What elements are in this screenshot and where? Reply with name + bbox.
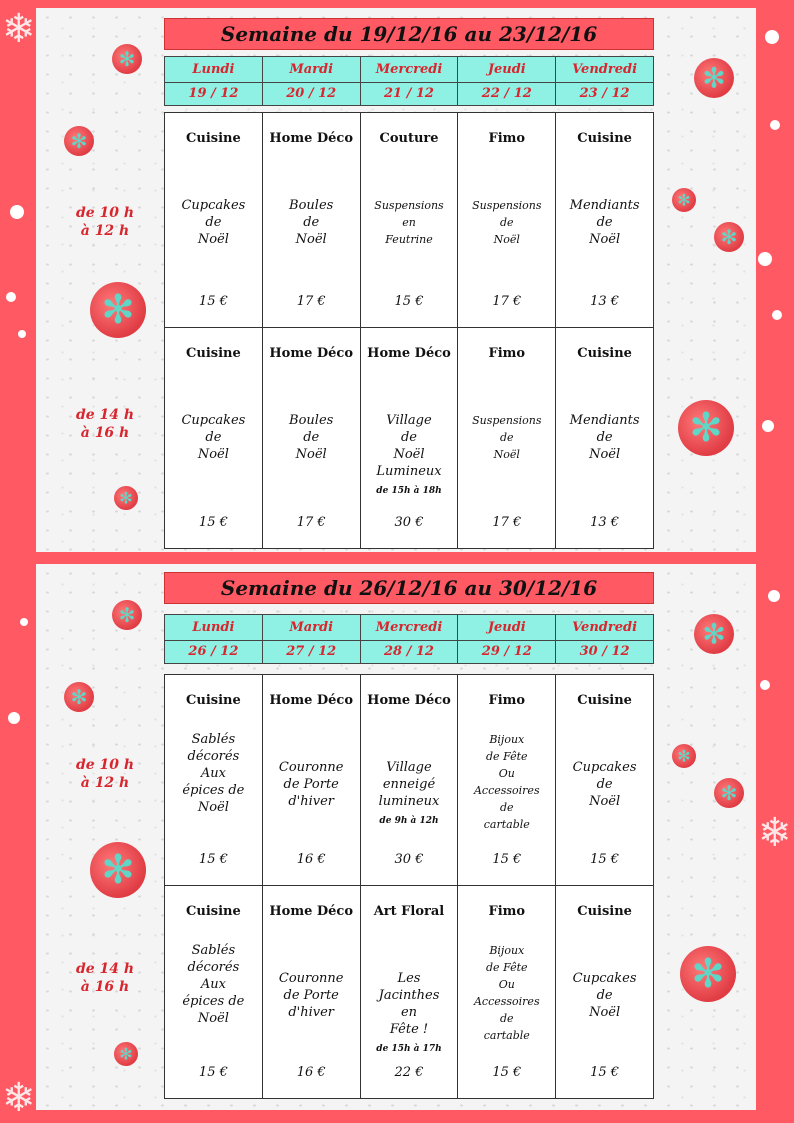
activity-name <box>167 412 260 463</box>
day-date: 30 / 12 <box>556 640 654 663</box>
activity-line: Noël <box>295 232 327 247</box>
ornament-icon <box>90 282 146 338</box>
activity-line: Jacinthes <box>378 988 440 1003</box>
activity-price: 17 € <box>296 515 326 530</box>
week-panel-1 <box>36 8 756 552</box>
activity-name <box>167 942 260 1027</box>
activity-line: Aux <box>200 977 226 992</box>
activity-price: 13 € <box>590 515 620 530</box>
activity-price: 15 € <box>590 852 620 867</box>
activity-line: Noël <box>589 447 621 462</box>
activity-category: Cuisine <box>186 904 241 919</box>
activity-category: Fimo <box>488 693 526 708</box>
ornament-icon <box>90 842 146 898</box>
schedule-cell <box>556 886 654 1099</box>
activity-category: Home Déco <box>367 693 451 708</box>
activity-line: Cupcakes <box>181 413 246 428</box>
ornament-icon <box>64 682 94 712</box>
day-date: 27 / 12 <box>262 640 360 663</box>
activity-line: Sablés <box>191 943 236 958</box>
day-date: 21 / 12 <box>360 82 458 105</box>
ornament-icon <box>672 188 696 212</box>
activity-price: 30 € <box>394 515 424 530</box>
activity-line: d'hiver <box>288 794 335 809</box>
cell-content <box>458 886 555 1098</box>
activity-line: Noël <box>493 448 520 461</box>
activity-price: 22 € <box>394 1065 424 1080</box>
activity-line: Suspensions <box>472 414 542 427</box>
activity-price: 16 € <box>296 852 326 867</box>
snow-dot <box>18 330 26 338</box>
activity-line: de <box>303 215 320 230</box>
cell-content <box>556 886 653 1098</box>
activity-category: Cuisine <box>186 346 241 361</box>
activity-line: d'hiver <box>288 1005 335 1020</box>
activity-line: épices de <box>182 994 245 1009</box>
activity-name <box>363 197 456 248</box>
activity-category: Cuisine <box>577 904 632 919</box>
snowflake-icon: ❄ <box>758 810 792 856</box>
snow-dot <box>768 590 780 602</box>
activity-price: 30 € <box>394 852 424 867</box>
schedule-cell <box>458 113 556 328</box>
activity-price: 15 € <box>492 1065 522 1080</box>
snow-dot <box>770 120 780 130</box>
schedule-cell <box>556 113 654 328</box>
activity-name <box>363 970 456 1056</box>
activity-category: Home Déco <box>269 904 354 919</box>
activity-price: 13 € <box>590 294 620 309</box>
activity-line: Cupcakes <box>181 198 246 213</box>
activity-line: de Porte <box>283 988 339 1003</box>
activity-line: de <box>596 777 613 792</box>
activity-line: Sablés <box>191 732 236 747</box>
activity-line: de <box>400 430 417 445</box>
snow-dot <box>758 252 772 266</box>
activity-name <box>167 731 260 816</box>
activity-line: enneigé <box>382 777 436 792</box>
schedule-grid <box>164 112 654 549</box>
snow-dot <box>760 680 770 690</box>
activity-hours-note: de 15h à 18h <box>376 486 442 496</box>
activity-line: Noël <box>589 794 621 809</box>
activity-name <box>265 412 358 463</box>
snow-dot <box>8 712 20 724</box>
activity-price: 15 € <box>492 852 522 867</box>
ornament-icon <box>694 58 734 98</box>
activity-line: Boules <box>289 413 334 428</box>
time-slot-label <box>60 960 150 996</box>
day-name: Vendredi <box>556 57 654 83</box>
cell-content <box>458 113 555 327</box>
snow-dot <box>10 205 24 219</box>
activity-line: Noël <box>493 233 520 246</box>
ornament-icon <box>112 600 142 630</box>
time-slot-label <box>60 204 150 240</box>
schedule-cell <box>165 113 263 328</box>
activity-category: Cuisine <box>186 131 241 146</box>
activity-line: Noël <box>295 447 327 462</box>
activity-category: Fimo <box>488 131 526 146</box>
activity-line: Noël <box>197 1011 229 1026</box>
activity-category: Cuisine <box>577 346 632 361</box>
cell-content <box>263 675 360 885</box>
schedule-cell <box>556 675 654 886</box>
activity-name <box>460 731 553 833</box>
activity-line: Boules <box>289 198 334 213</box>
activity-price: 17 € <box>492 515 522 530</box>
activity-line: Noël <box>197 800 229 815</box>
ornament-icon <box>680 946 736 1002</box>
cell-content <box>263 886 360 1098</box>
activity-line: cartable <box>483 818 530 831</box>
table-row <box>165 675 654 886</box>
day-date: 23 / 12 <box>556 82 654 105</box>
activity-name <box>460 412 553 463</box>
day-date: 29 / 12 <box>458 640 556 663</box>
activity-line: Noël <box>589 1005 621 1020</box>
activity-line: Ou <box>498 978 515 991</box>
activity-name <box>558 970 651 1021</box>
activity-line: lumineux <box>378 794 440 809</box>
schedule-cell <box>360 675 458 886</box>
day-name: Lundi <box>165 57 263 83</box>
activity-name <box>363 759 456 828</box>
activity-line: Cupcakes <box>572 971 637 986</box>
activity-line: Suspensions <box>472 199 542 212</box>
activity-name <box>363 412 456 498</box>
activity-line: de Porte <box>283 777 339 792</box>
cell-content <box>361 328 458 548</box>
cell-content <box>263 328 360 548</box>
ornament-icon <box>112 44 142 74</box>
schedule-grid <box>164 674 654 1099</box>
activity-hours-note: de 9h à 12h <box>379 816 439 826</box>
activity-line: en <box>402 216 416 229</box>
ornament-icon <box>114 486 138 510</box>
ornament-icon <box>678 400 734 456</box>
cell-content <box>165 886 262 1098</box>
activity-category: Home Déco <box>367 346 451 361</box>
activity-price: 15 € <box>198 852 228 867</box>
schedule-cell <box>262 886 360 1099</box>
schedule-cell <box>458 886 556 1099</box>
activity-category: Cuisine <box>577 693 632 708</box>
time-slot-end: à 12 h <box>80 223 130 239</box>
activity-line: Bijoux <box>489 733 525 746</box>
snowflake-icon: ❄ <box>2 1075 36 1121</box>
snow-dot <box>762 420 774 432</box>
table-row <box>165 328 654 549</box>
activity-line: de Fête <box>486 961 528 974</box>
table-row <box>165 113 654 328</box>
activity-category: Cuisine <box>186 693 241 708</box>
schedule-cell <box>165 675 263 886</box>
time-slot-label <box>60 406 150 442</box>
activity-line: Mendiants <box>569 413 640 428</box>
week-panel-2 <box>36 564 756 1110</box>
week-title: Semaine du 19/12/16 au 23/12/16 <box>164 18 654 50</box>
time-slot-start: de 14 h <box>75 407 135 423</box>
activity-line: de <box>500 216 514 229</box>
schedule-cell <box>262 675 360 886</box>
activity-category: Fimo <box>488 904 526 919</box>
day-name: Mercredi <box>360 57 458 83</box>
activity-name <box>265 759 358 810</box>
time-slot-end: à 16 h <box>80 425 130 441</box>
cell-content <box>361 113 458 327</box>
ornament-icon <box>694 614 734 654</box>
day-date: 22 / 12 <box>458 82 556 105</box>
activity-name <box>265 970 358 1021</box>
schedule-cell <box>458 675 556 886</box>
activity-line: Fête ! <box>389 1022 429 1037</box>
activity-category: Couture <box>379 131 439 146</box>
activity-name <box>460 942 553 1044</box>
time-slot-start: de 14 h <box>75 961 135 977</box>
activity-price: 17 € <box>492 294 522 309</box>
schedule-cell <box>262 113 360 328</box>
cell-content <box>263 113 360 327</box>
activity-line: Accessoires <box>473 784 540 797</box>
time-slot-label <box>60 756 150 792</box>
activity-price: 15 € <box>590 1065 620 1080</box>
ornament-icon <box>714 222 744 252</box>
activity-price: 15 € <box>394 294 424 309</box>
activity-category: Cuisine <box>577 131 632 146</box>
cell-content <box>361 886 458 1098</box>
schedule-cell <box>165 328 263 549</box>
ornament-icon <box>114 1042 138 1066</box>
cell-content <box>165 328 262 548</box>
activity-line: de Fête <box>486 750 528 763</box>
snow-dot <box>6 292 16 302</box>
activity-line: de <box>205 215 222 230</box>
activity-line: Noël <box>589 232 621 247</box>
activity-category: Home Déco <box>269 131 354 146</box>
activity-name <box>558 759 651 810</box>
activity-line: Couronne <box>278 760 344 775</box>
activity-price: 17 € <box>296 294 326 309</box>
activity-line: de <box>500 431 514 444</box>
activity-line: de <box>205 430 222 445</box>
day-name: Jeudi <box>458 57 556 83</box>
schedule-cell <box>262 328 360 549</box>
activity-category: Art Floral <box>373 904 445 919</box>
activity-line: Village <box>386 413 432 428</box>
time-slot-end: à 12 h <box>80 775 130 791</box>
cell-content <box>556 328 653 548</box>
ornament-icon <box>714 778 744 808</box>
ornament-icon <box>672 744 696 768</box>
day-name: Mardi <box>262 57 360 83</box>
activity-hours-note: de 15h à 17h <box>376 1044 442 1054</box>
cell-content <box>165 675 262 885</box>
activity-line: Cupcakes <box>572 760 637 775</box>
schedule-cell <box>165 886 263 1099</box>
activity-line: Noël <box>197 232 229 247</box>
activity-line: de <box>500 801 514 814</box>
activity-line: décorés <box>187 960 240 975</box>
activity-line: Aux <box>200 766 226 781</box>
activity-line: cartable <box>483 1029 530 1042</box>
activity-price: 15 € <box>198 1065 228 1080</box>
activity-line: de <box>500 1012 514 1025</box>
schedule-cell <box>360 886 458 1099</box>
day-date: 20 / 12 <box>262 82 360 105</box>
activity-line: Noël <box>197 447 229 462</box>
day-name: Lundi <box>165 615 263 641</box>
activity-line: Village <box>386 760 432 775</box>
ornament-icon <box>64 126 94 156</box>
activity-line: Bijoux <box>489 944 525 957</box>
activity-line: Suspensions <box>374 199 444 212</box>
activity-line: décorés <box>187 749 240 764</box>
cell-content <box>556 113 653 327</box>
snow-dot <box>772 310 782 320</box>
activity-name <box>167 197 260 248</box>
day-date: 28 / 12 <box>360 640 458 663</box>
activity-price: 16 € <box>296 1065 326 1080</box>
day-header <box>164 614 654 664</box>
snow-dot <box>765 30 779 44</box>
activity-line: Accessoires <box>473 995 540 1008</box>
cell-content <box>458 675 555 885</box>
schedule-cell <box>360 328 458 549</box>
snowflake-icon: ❄ <box>2 6 36 52</box>
day-date: 19 / 12 <box>165 82 263 105</box>
time-slot-end: à 16 h <box>80 979 130 995</box>
schedule-cell <box>360 113 458 328</box>
activity-name <box>265 197 358 248</box>
activity-category: Home Déco <box>269 346 354 361</box>
activity-line: de <box>596 988 613 1003</box>
activity-price: 15 € <box>198 294 228 309</box>
activity-line: Noël <box>393 447 425 462</box>
day-name: Vendredi <box>556 615 654 641</box>
cell-content <box>458 328 555 548</box>
day-name: Mercredi <box>360 615 458 641</box>
day-name: Mardi <box>262 615 360 641</box>
activity-line: de <box>303 430 320 445</box>
schedule-cell <box>458 328 556 549</box>
schedule-cell <box>556 328 654 549</box>
activity-category: Home Déco <box>269 693 354 708</box>
activity-name <box>558 412 651 463</box>
activity-line: en <box>400 1005 418 1020</box>
time-slot-start: de 10 h <box>75 757 135 773</box>
activity-name <box>460 197 553 248</box>
activity-line: Lumineux <box>376 464 442 479</box>
week-title: Semaine du 26/12/16 au 30/12/16 <box>164 572 654 604</box>
day-date: 26 / 12 <box>165 640 263 663</box>
snow-dot <box>20 618 28 626</box>
activity-line: de <box>596 215 613 230</box>
table-row <box>165 886 654 1099</box>
cell-content <box>556 675 653 885</box>
activity-name <box>558 197 651 248</box>
activity-price: 15 € <box>198 515 228 530</box>
cell-content <box>165 113 262 327</box>
activity-line: Feutrine <box>385 233 433 246</box>
activity-line: Les <box>397 971 421 986</box>
time-slot-start: de 10 h <box>75 205 135 221</box>
activity-line: Mendiants <box>569 198 640 213</box>
activity-line: de <box>596 430 613 445</box>
day-name: Jeudi <box>458 615 556 641</box>
activity-line: Couronne <box>278 971 344 986</box>
activity-category: Fimo <box>488 346 526 361</box>
day-header <box>164 56 654 106</box>
activity-line: épices de <box>182 783 245 798</box>
cell-content <box>361 675 458 885</box>
activity-line: Ou <box>498 767 515 780</box>
